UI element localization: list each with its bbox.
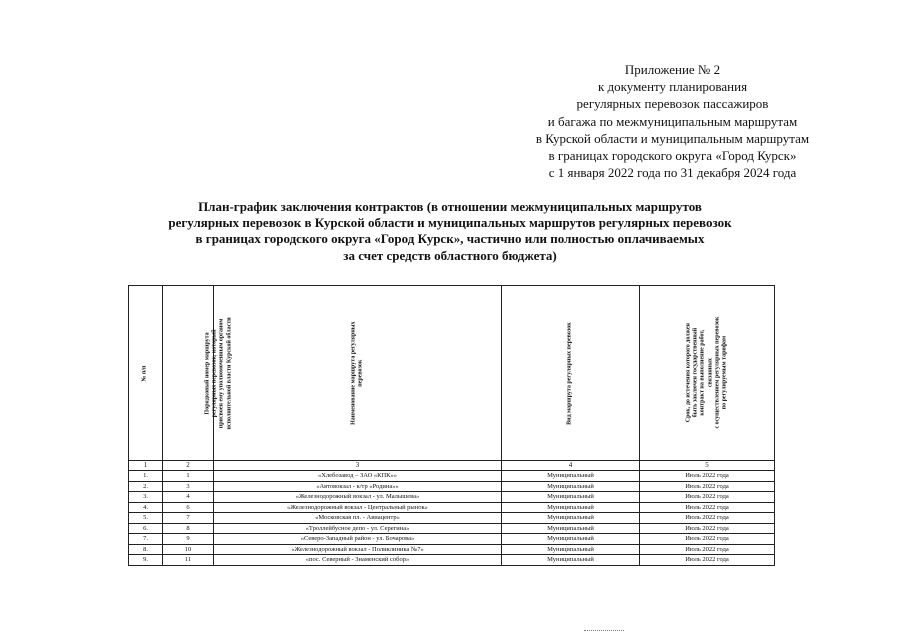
header-route-name bbox=[211, 286, 502, 461]
document-title bbox=[105, 199, 795, 264]
cell-route-name: «Железнодорожный вокзал - Центральный рынок» bbox=[214, 502, 502, 513]
header-line: быть заключен государственный bbox=[692, 328, 699, 418]
cell-route-number: 4 bbox=[163, 492, 214, 503]
cell-number: 9. bbox=[129, 555, 163, 566]
cell-route-type: Муниципальный bbox=[502, 492, 640, 503]
column-number: 5 bbox=[640, 461, 775, 471]
header-line: присвоен ему уполномоченным органом bbox=[219, 318, 226, 428]
column-number: 2 bbox=[163, 461, 214, 471]
cell-route-number: 11 bbox=[163, 555, 214, 566]
header-line: Вид маршрута регулярных перевозок bbox=[566, 322, 573, 426]
table-header-row bbox=[129, 286, 775, 461]
cell-number: 5. bbox=[129, 513, 163, 524]
cell-deadline: Июль 2022 года bbox=[640, 492, 775, 503]
table-row bbox=[129, 555, 775, 566]
cell-deadline: Июль 2022 года bbox=[640, 471, 775, 482]
cell-deadline: Июль 2022 года bbox=[640, 555, 775, 566]
cell-route-type: Муниципальный bbox=[502, 523, 640, 534]
cell-number: 7. bbox=[129, 534, 163, 545]
title-line: регулярных перевозок в Курской области и муниципальных маршрутов регулярных перевозок bbox=[168, 215, 732, 231]
header-line: Срок, до истечения которого должен bbox=[685, 323, 692, 423]
cell-number: 1. bbox=[129, 471, 163, 482]
cell-route-type: Муниципальный bbox=[502, 534, 640, 545]
cell-route-name: «Хлебозавод – ЗАО «КПК»» bbox=[214, 471, 502, 482]
cell-route-type: Муниципальный bbox=[502, 513, 640, 524]
header-line: Наименование маршрута регулярных bbox=[350, 321, 357, 425]
header-contract-deadline bbox=[640, 286, 775, 461]
appendix-line: с 1 января 2022 года по 31 декабря 2024 года bbox=[548, 165, 797, 181]
cell-deadline: Июль 2022 года bbox=[640, 523, 775, 534]
table-row bbox=[129, 534, 775, 545]
header-line: по регулируемым тарифам bbox=[721, 336, 728, 410]
header-number bbox=[129, 286, 163, 461]
cell-route-type: Муниципальный bbox=[502, 555, 640, 566]
cell-route-number: 1 bbox=[163, 471, 214, 482]
table-row bbox=[129, 492, 775, 503]
cell-route-name: «Троллейбусное депо - ул. Серегина» bbox=[214, 523, 502, 534]
header-line: контракт на выполнение работ, bbox=[699, 329, 706, 417]
cell-route-name: «Железнодорожный вокзал - ул. Малышева» bbox=[214, 492, 502, 503]
cell-route-type: Муниципальный bbox=[502, 471, 640, 482]
table-row bbox=[129, 502, 775, 513]
appendix-line: Приложение № 2 bbox=[624, 62, 721, 77]
cell-route-number: 9 bbox=[163, 534, 214, 545]
header-line: регулярных перевозок, который bbox=[211, 329, 218, 417]
cell-number: 3. bbox=[129, 492, 163, 503]
cell-deadline: Июль 2022 года bbox=[640, 534, 775, 545]
column-number: 1 bbox=[129, 461, 163, 471]
cell-route-number: 8 bbox=[163, 523, 214, 534]
cell-route-name: «Московская пл. - Авиацентр» bbox=[214, 513, 502, 524]
header-line: Порядковый номер маршрута bbox=[204, 331, 211, 415]
table-row bbox=[129, 544, 775, 555]
cell-number: 4. bbox=[129, 502, 163, 513]
header-line: исполнительной власти Курской области bbox=[226, 316, 233, 430]
appendix-line: к документу планирования bbox=[597, 79, 748, 95]
appendix-line: в Курской области и муниципальным маршрутам bbox=[535, 130, 810, 146]
appendix-line: и багажа по межмуниципальным маршрутам bbox=[547, 113, 798, 129]
table-row bbox=[129, 513, 775, 524]
title-line: в границах городского округа «Город Курск», частично или полностью оплачиваемых bbox=[195, 231, 705, 247]
header-route-type bbox=[502, 286, 640, 461]
title-line: за счет средств областного бюджета) bbox=[343, 247, 557, 263]
cell-route-name: «Железнодорожный вокзал - Поликлиника №7» bbox=[214, 544, 502, 555]
cell-route-number: 6 bbox=[163, 502, 214, 513]
cell-route-name: «Автовокзал - к/тр «Родина»» bbox=[214, 481, 502, 492]
cell-route-type: Муниципальный bbox=[502, 481, 640, 492]
appendix-line: в границах городского округа «Город Курск» bbox=[548, 148, 797, 164]
cell-deadline: Июль 2022 года bbox=[640, 481, 775, 492]
cell-route-type: Муниципальный bbox=[502, 502, 640, 513]
cell-deadline: Июль 2022 года bbox=[640, 502, 775, 513]
appendix-block bbox=[500, 61, 845, 181]
cell-number: 2. bbox=[129, 481, 163, 492]
table-row bbox=[129, 471, 775, 482]
table-row bbox=[129, 523, 775, 534]
header-line: связанных bbox=[707, 358, 713, 388]
header-line: с осуществлением регулярных перевозок bbox=[714, 317, 721, 429]
column-number: 4 bbox=[502, 461, 640, 471]
cell-route-number: 7 bbox=[163, 513, 214, 524]
table-row bbox=[129, 481, 775, 492]
header-route-sequence-number bbox=[163, 286, 233, 461]
contracts-schedule-table bbox=[128, 285, 775, 566]
cell-route-number: 3 bbox=[163, 481, 214, 492]
cell-deadline: Июль 2022 года bbox=[640, 544, 775, 555]
header-line: перевозок bbox=[357, 359, 364, 387]
cell-deadline: Июль 2022 года bbox=[640, 513, 775, 524]
cell-number: 8. bbox=[129, 544, 163, 555]
appendix-line: регулярных перевозок пассажиров bbox=[576, 96, 769, 112]
column-numbers-row bbox=[129, 461, 775, 471]
cell-route-type: Муниципальный bbox=[502, 544, 640, 555]
header-line: № п/п bbox=[141, 365, 148, 383]
cell-number: 6. bbox=[129, 523, 163, 534]
title-line: План-график заключения контрактов (в отношении межмуниципальных маршрутов bbox=[198, 199, 702, 214]
cell-route-name: «Северо-Западный район - ул. Бочарова» bbox=[214, 534, 502, 545]
cell-route-number: 10 bbox=[163, 544, 214, 555]
scan-artifact bbox=[584, 630, 624, 632]
cell-route-name: «пос. Северный - Знаменский собор» bbox=[214, 555, 502, 566]
column-number: 3 bbox=[214, 461, 502, 471]
